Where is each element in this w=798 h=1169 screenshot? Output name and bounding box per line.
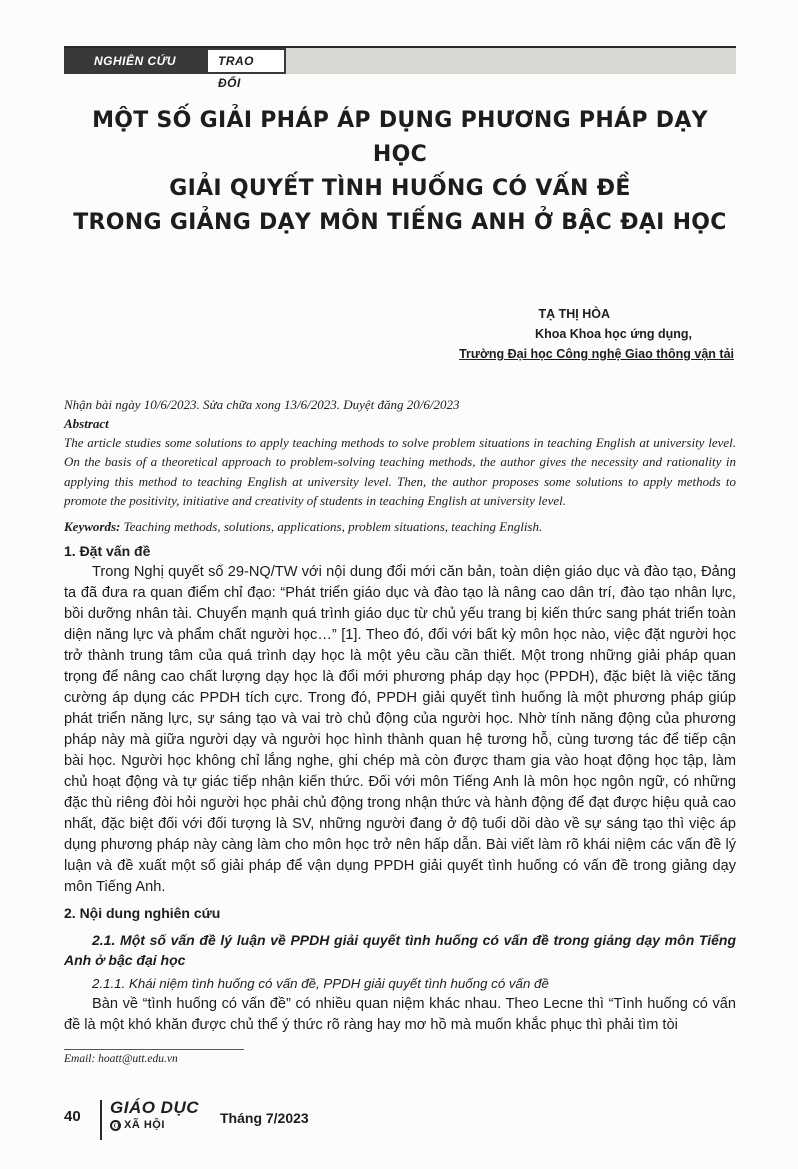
article-body: [64, 395, 736, 1036]
title-line-1: MỘT SỐ GIẢI PHÁP ÁP DỤNG PHƯƠNG PHÁP DẠY HỌC: [92, 108, 708, 167]
section-1-heading: 1. Đặt vấn đề: [64, 542, 151, 559]
submission-dates: Nhận bài ngày 10/6/2023. Sửa chữa xong 13/6/2023. Duyệt đăng 20/6/2023: [64, 397, 460, 412]
keywords-text: Teaching methods, solutions, applications, problem situations, teaching English.: [120, 518, 543, 534]
section-2-paragraph: Bàn về “tình huống có vấn đề” có nhiều quan niệm khác nhau. Theo Lecne thì “Tình huống có vấn đề là một khó khăn được chủ thể ý thức rõ ràng hay mơ hồ mà muốn khắc phục thì phải tìm tòi: [64, 995, 736, 1033]
subsection-2-1-heading: 2.1. Một số vấn đề lý luận về PPDH giải quyết tình huống có vấn đề trong giảng dạy môn Tiếng Anh ở bậc đại học: [64, 931, 736, 968]
section-header-bar: [64, 46, 736, 90]
title-line-2: GIẢI QUYẾT TÌNH HUỐNG CÓ VẤN ĐỀ: [169, 176, 631, 201]
issue-date: Tháng 7/2023: [220, 1110, 309, 1126]
journal-logo: [110, 1098, 199, 1132]
journal-name-line-2-row: [110, 1118, 199, 1132]
article-title: [64, 104, 736, 240]
keywords-label: Keywords:: [64, 518, 121, 534]
page-number: 40: [64, 1108, 81, 1125]
author-email-footnote: Email: hoatt@utt.edu.vn: [64, 1053, 178, 1065]
keywords: [64, 517, 736, 536]
subsection-2-1-1-heading: 2.1.1. Khái niệm tình huống có vấn đề, PPDH giải quyết tình huống có vấn đề: [92, 975, 549, 991]
section-1-paragraph: Trong Nghị quyết số 29-NQ/TW với nội dung đổi mới căn bản, toàn diện giáo dục và đào tạo, Đảng ta đã đưa ra quan điểm chỉ đạo: “Phát triển giáo dục và đào tạo là nâng cao dân trí, đào tạo nhân lực, bồi dưỡng nhân tài. Chuyển mạnh quá trình giáo dục từ chủ yếu trang bị kiến thức sang phát triển toàn diện năng lực và phẩm chất người học…” [1]. Theo đó, đối với bất kỳ môn học nào, việc đặt người học trở thành trung tâm của quá trình dạy học là một yêu cầu cần thiết. Một trong những giải pháp quan trọng để nâng cao chất lượng dạy học là đổi mới phương pháp dạy học (PPDH), đặc biệt là việc tăng cường áp dụng các PPDH tích cực. Trong đó, PPDH giải quyết tình huống là một phương pháp giúp phát triển năng lực, sự sáng tạo và vai trò chủ động của người học. Nhờ tính năng động của phương pháp này mà giữa người dạy và người học hình thành quan hệ tương hỗ, cùng tương tác để tiếp cận bài học. Người học không chỉ lắng nghe, ghi chép mà còn được tham gia vào hoạt động học tập, làm chủ hoạt động và tự giác tiếp nhận kiến thức. Đối với môn Tiếng Anh là môn học ngôn ngữ, có những đặc thù riêng đòi hỏi người học phải chủ động trong nhận thức và hành động để đạt được hiệu quả cao nhất, đặc biệt đối với đối tượng là SV, những người đang ở độ tuổi dồi dào về sự sáng tạo thì việc áp dụng phương pháp này càng làm cho môn học trở nên hấp dẫn. Bài viết làm rõ khái niệm các vấn đề lý luận và đề xuất một số giải pháp để vận dụng PPDH giải quyết tình huống có vấn đề trong giảng dạy môn Tiếng Anh.: [64, 563, 736, 895]
footer-divider: [100, 1100, 102, 1140]
author-block: [314, 304, 734, 364]
abstract-heading: Abstract: [64, 416, 109, 431]
author-affiliation-university: Trường Đại học Công nghệ Giao thông vận tải: [459, 347, 734, 361]
journal-name-line-1: GIÁO DỤC: [110, 1098, 199, 1117]
author-affiliation-faculty: Khoa Khoa học ứng dụng,: [535, 327, 692, 341]
journal-name-line-2: XÃ HỘI: [124, 1119, 165, 1131]
page-footer: [64, 1094, 364, 1142]
title-line-3: TRONG GIẢNG DẠY MÔN TIẾNG ANH Ở BẬC ĐẠI HỌC: [73, 210, 727, 235]
author-name: TẠ THỊ HÒA: [538, 307, 610, 321]
category-tag: NGHIÊN CỨU: [64, 48, 206, 74]
abstract-text: The article studies some solutions to apply teaching methods to solve problem situations in teaching English at university level. On the basis of a theoretical approach to problem-solving teaching methods, the author gives the necessity and rationality in applying this method to teaching English at university level. Then, the author proposes some solutions to apply methods to promote the positivity, initiative and creativity of students in teaching English at university level.: [64, 435, 736, 509]
section-2-heading: 2. Nội dung nghiên cứu: [64, 904, 221, 921]
globe-icon: [110, 1120, 121, 1131]
subcategory-tag: TRAO ĐỔI: [206, 48, 286, 74]
footnote-divider: [64, 1049, 244, 1050]
